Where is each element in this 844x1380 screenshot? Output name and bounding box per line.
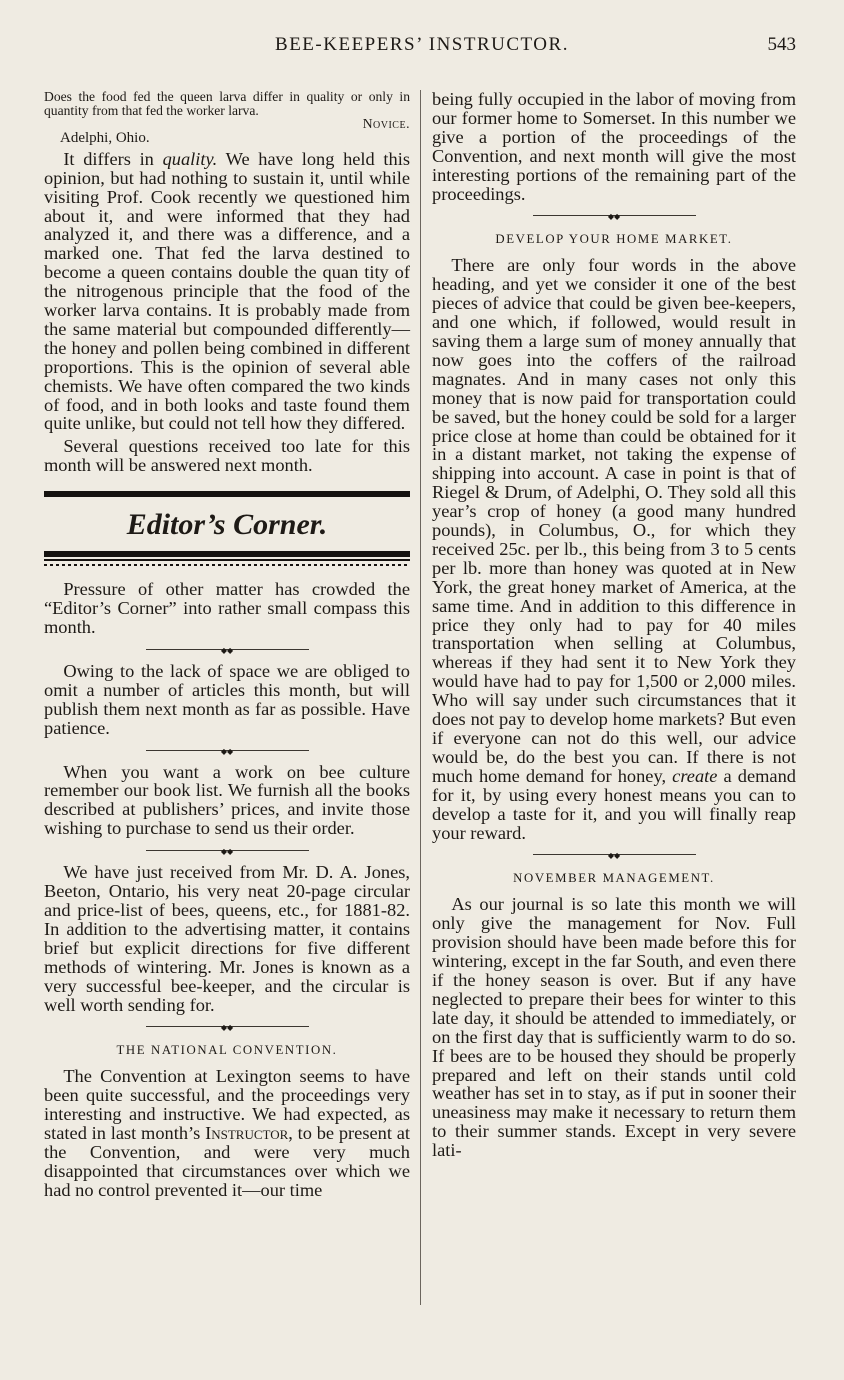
column-divider [420, 90, 421, 1305]
convention-continuation: being fully occupied in the labor of moving from our former home to Somerset. In this number we give a portion of the proceedings of the Convention, and next month will give the most interesting portions of the remaining part of the proceedings. [432, 89, 796, 204]
home-market-text-end: a demand for it, by using every honest means you can to develop a taste for it, and you will finally reap your reward. [432, 765, 796, 843]
query-signature-row [44, 117, 410, 131]
editors-paragraph: Owing to the lack of space we are obliged to omit a number of articles this month, but will publish them next month as far as possible. Have patience. [44, 660, 410, 738]
right-column [432, 90, 796, 1160]
national-convention-heading: THE NATIONAL CONVENTION. [116, 1043, 338, 1058]
editors-corner-heading: Editor’s Corner. [126, 508, 328, 542]
editors-paragraph: We have just received from Mr. D. A. Jones, Beeton, Ontario, his very neat 20-page circular and price-list of bees, queens, etc., for 1881-82. In addition to the advertising matter, it contains brief but explicit directions for five different methods of wintering. Mr. Jones is known as a very successful bee-keeper, and the circular is well worth sending for. [44, 862, 410, 1015]
ornamental-separator [146, 1026, 309, 1027]
answer-lead: It differs in [63, 148, 163, 169]
home-market-heading: DEVELOP YOUR HOME MARKET. [495, 232, 733, 247]
editors-corner-banner [44, 491, 410, 566]
answer-paragraph [44, 150, 410, 434]
running-header [0, 34, 844, 62]
convention-text-continued: , to be present at the Convention, and were very much disappointed that circumstances over which we had no control prevented it—our time [44, 1123, 410, 1200]
banner-rule-bottom [44, 551, 410, 557]
home-market-text: There are only four words in the above heading, and yet we consider it one of the best pieces of advice that could be given bee-keepers, and one which, if followed, would result in saving them a large sum of money annually that now goes into the coffers of the railroad magnates. And in many cases not only this money that is now paid for transportation could be saved, but the honey could be sold for a larger price close at home than could be obtained for it in a distant market, not taking the expense of shipping into account. A case in point is that of Riegel & Drum, of Adelphi, O. They sold all this year’s crop of honey (a good many hundred pounds), in Columbus, O., for which they received 25c. per lb., this being from 3 to 5 cents per lb. more than honey was quoted at in New York, the great honey market of America, at the same time. And in addition to this difference in price they only had to pay for 40 miles transportation when selling at Columbus, whereas if they had sent it to New York they would have had to pay for 1,500 or 2,000 miles. Who will say under such circumstances that it does not pay to develop home markets? But even if everyone can not do this well, our advice would be, do the best you can. If there is not much home demand for honey, [432, 255, 796, 786]
reader-query [44, 90, 410, 146]
journal-name-smallcaps: Instructor [205, 1123, 289, 1144]
answer-body: We have long held this opinion, but had nothing to sustain it, until while visiting Prof. Cook recently we questioned him about it, and were informed that they had analyzed it, and there was a difference, and a marked one. That fed the larva destined to become a queen contains double the quan tity of the nitrogenous principle that the food of the worker larva contains. It is probably made from the same material but compounded differently—the honey and pollen being combined in different proportions. This is the opinion of several able chemists. We have often compared the two kinds of food, and in both looks and taste found them quite unlike, but could not tell how they differed. [44, 148, 410, 434]
query-location: Adelphi, Ohio. [60, 129, 150, 146]
ornamental-separator [146, 750, 309, 751]
ornamental-separator [533, 215, 696, 216]
national-convention-paragraph [44, 1067, 410, 1199]
convention-text: The Convention at Lexington seems to have been quite successful, and the proceedings very interesting and instructive. We had expected, as stated in last month’s [44, 1066, 410, 1144]
query-signature: Novice. [362, 116, 410, 132]
november-paragraph: As our journal is so late this month we will only give the management for Nov. Full provision should have been made before this for wintering, except in the far South, and even there if the honey season is over. But if any have neglected to prepare their bees for winter to this late day, it should be attended to immediately, or on the first day that is sufficiently warm to do so. If bees are to be housed they should be properly prepared and left on their stands until cold weather has set in to stay, as if put in sooner their uneasiness may make it necessary to return them to their summer stands. Except in very severe lati- [432, 894, 796, 1161]
banner-rule-thin [44, 559, 410, 561]
november-heading: NOVEMBER MANAGEMENT. [513, 871, 715, 886]
left-column [44, 90, 410, 1200]
banner-rule-top [44, 491, 410, 497]
late-questions-note: Several questions received too late for this month will be answered next month. [44, 436, 410, 476]
home-market-paragraph [432, 256, 796, 842]
home-market-emphasis: create [672, 765, 718, 786]
page-number: 543 [767, 34, 796, 55]
query-text [44, 90, 410, 117]
banner-rule-dotted [44, 564, 410, 566]
ornamental-separator [533, 854, 696, 855]
ornamental-separator [146, 649, 309, 650]
editors-paragraph: Pressure of other matter has crowded the “Editor’s Corner” into rather small compass this month. [44, 579, 410, 637]
answer-emphasis: quality. [162, 148, 218, 169]
query-body: Does the food fed the queen larva differ in quality or only in quantity from that fed the worker larva. [44, 89, 410, 118]
journal-title: BEE-KEEPERS’ INSTRUCTOR. [275, 34, 569, 55]
editors-paragraph: When you want a work on bee culture remember our book list. We furnish all the books described at publishers’ prices, and invite those wishing to purchase to send us their order. [44, 761, 410, 839]
ornamental-separator [146, 850, 309, 851]
